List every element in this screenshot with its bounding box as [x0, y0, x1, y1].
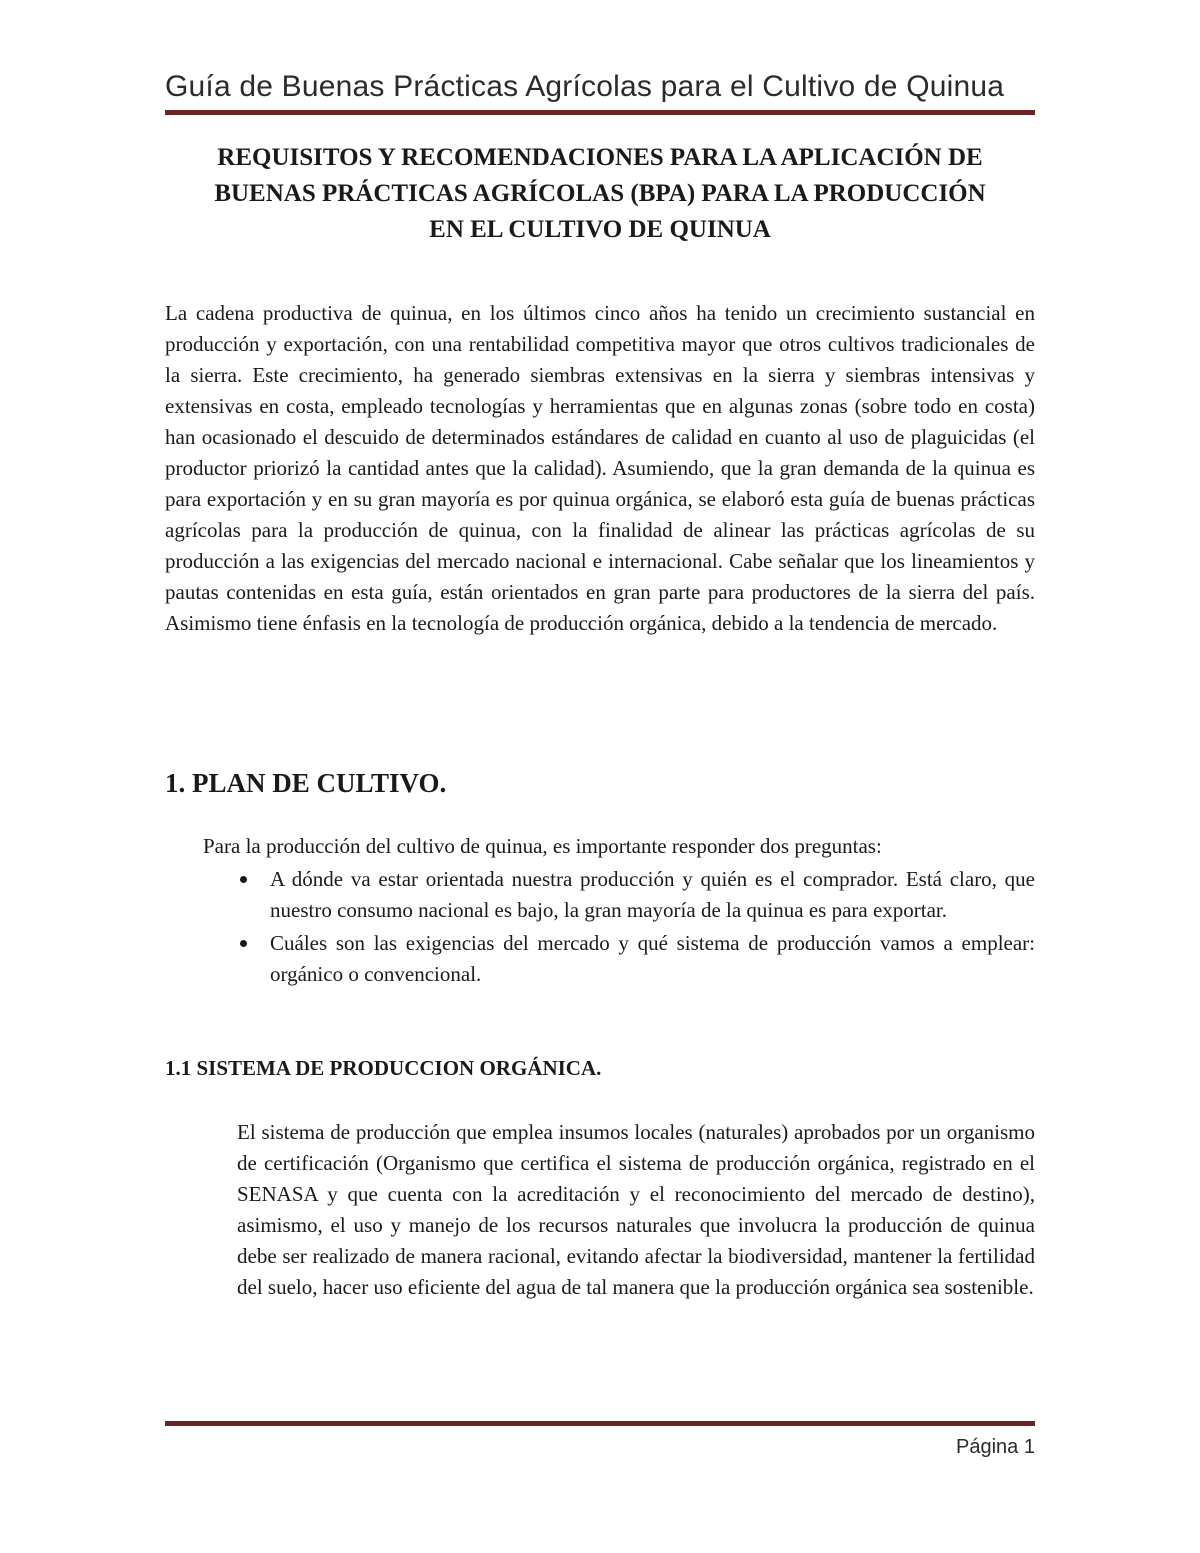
running-header-title: Guía de Buenas Prácticas Agrícolas para el Cultivo de Quinua: [165, 70, 1005, 103]
list-item-text: A dónde va estar orientada nuestra producción y quién es el comprador. Está claro, que nuestro consumo nacional es bajo, la gran mayoría de la quinua es para exportar.: [270, 867, 1035, 922]
bullet-icon: [240, 940, 247, 947]
list-item-text: Cuáles son las exigencias del mercado y qué sistema de producción vamos a emplear: orgánico o convencional.: [270, 931, 1035, 986]
section-1-bullet-list: [203, 864, 1035, 992]
section-1-1-heading: 1.1 SISTEMA DE PRODUCCION ORGÁNICA.: [165, 1056, 602, 1080]
section-1-heading: 1. PLAN DE CULTIVO.: [165, 768, 447, 798]
page-number: Página 1: [956, 1436, 1035, 1458]
list-item: [203, 864, 1035, 926]
document-title-line-2: BUENAS PRÁCTICAS AGRÍCOLAS (BPA) PARA LA PRODUCCIÓN: [214, 180, 986, 207]
bullet-icon: [240, 876, 247, 883]
footer-rule: [165, 1421, 1035, 1426]
document-title-line-1: REQUISITOS Y RECOMENDACIONES PARA LA APLICACIÓN DE: [217, 144, 983, 171]
header-rule: [165, 110, 1035, 115]
document-title-line-3: EN EL CULTIVO DE QUINUA: [429, 216, 771, 243]
section-1-lead: Para la producción del cultivo de quinua, es importante responder dos preguntas:: [203, 834, 882, 858]
intro-paragraph: La cadena productiva de quinua, en los últimos cinco años ha tenido un crecimiento sustancial en producción y exportación, con una rentabilidad competitiva mayor que otros cultivos tradicionales de la sierra. Este crecimiento, ha generado siembras extensivas en la sierra y siembras intensivas y extensivas en costa, empleado tecnologías y herramientas que en algunas zonas (sobre todo en costa) han ocasionado el descuido de determinados estándares de calidad en cuanto al uso de plaguicidas (el productor priorizó la cantidad antes que la calidad). Asumiendo, que la gran demanda de la quinua es para exportación y en su gran mayoría es por quinua orgánica, se elaboró esta guía de buenas prácticas agrícolas para la producción de quinua, con la finalidad de alinear las prácticas agrícolas de su producción a las exigencias del mercado nacional e internacional. Cabe señalar que los lineamientos y pautas contenidas en esta guía, están orientados en gran parte para productores de la sierra del país. Asimismo tiene énfasis en la tecnología de producción orgánica, debido a la tendencia de mercado.: [165, 301, 1035, 635]
list-item: [203, 928, 1035, 990]
document-title: [165, 140, 1035, 248]
section-1-1-paragraph: El sistema de producción que emplea insumos locales (naturales) aprobados por un organismo de certificación (Organismo que certifica el sistema de producción orgánica, registrado en el SENASA y que cuenta con la acreditación y el reconocimiento del mercado de destino), asimismo, el uso y manejo de los recursos naturales que involucra la producción de quinua debe ser realizado de manera racional, evitando afectar la biodiversidad, mantener la fertilidad del suelo, hacer uso eficiente del agua de tal manera que la producción orgánica sea sostenible.: [237, 1120, 1035, 1299]
